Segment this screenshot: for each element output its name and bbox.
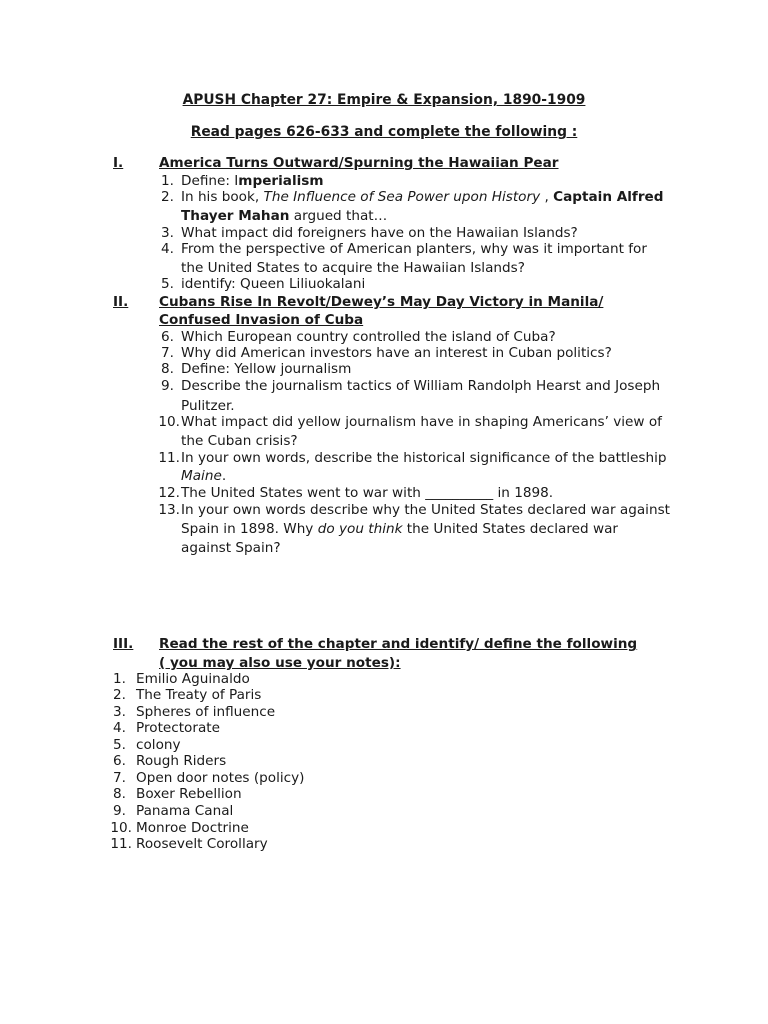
section-2-title-line2: Confused Invasion of Cuba [159,312,364,328]
item-number: 5. [113,737,126,753]
section-2-title-line1: Cubans Rise In Revolt/Dewey’s May Day Victory in Manila/ [159,294,604,310]
section-1-label: I. [113,155,124,171]
list-item: Protectorate [136,720,220,736]
list-item-continuation: the United States to acquire the Hawaiian Islands? [181,260,525,276]
list-item-continuation: against Spain? [181,540,281,556]
list-item: In your own words describe why the United States declared war against [181,502,670,518]
section-1-title: America Turns Outward/Spurning the Hawaiian Pear [159,155,559,171]
list-item-continuation: Pulitzer. [181,398,235,414]
list-item: The United States went to war with __________ in 1898. [181,485,554,501]
item-number: 2. [161,189,174,205]
list-item-continuation: Maine. [181,468,227,484]
list-item: In his book, The Influence of Sea Power upon History , Captain Alfred [181,189,664,205]
item-number: 3. [113,704,126,720]
item-number: 9. [113,803,126,819]
item-number: 9. [161,378,174,394]
list-item: In your own words, describe the historical significance of the battleship [181,450,667,466]
item-number: 4. [113,720,126,736]
list-item: Roosevelt Corollary [136,836,268,852]
section-3-label: III. [113,636,134,652]
section-3-title-line2: ( you may also use your notes): [159,655,401,671]
section-3-title-line1: Read the rest of the chapter and identify/ define the following [159,636,638,652]
page-title: APUSH Chapter 27: Empire & Expansion, 1890-1909 [182,92,586,108]
item-number: 10. [158,414,180,430]
list-item: identify: Queen Liliuokalani [181,276,366,292]
item-number: 7. [113,770,126,786]
list-item: Open door notes (policy) [136,770,305,786]
list-item: The Treaty of Paris [136,687,262,703]
list-item: Define: Yellow journalism [181,361,352,377]
list-item: Spheres of influence [136,704,276,720]
item-number: 12. [158,485,180,501]
item-number: 3. [161,225,174,241]
instructions: Read pages 626-633 and complete the following : [190,124,578,140]
item-number: 8. [161,361,174,377]
list-item-continuation: the Cuban crisis? [181,433,298,449]
list-item: colony [136,737,181,753]
list-item-continuation: Spain in 1898. Why do you think the United States declared war [181,521,619,537]
list-item: Which European country controlled the island of Cuba? [181,329,556,345]
list-item: Describe the journalism tactics of William Randolph Hearst and Joseph [181,378,661,394]
item-number: 1. [113,671,126,687]
list-item: Emilio Aguinaldo [136,671,250,687]
list-item: Panama Canal [136,803,234,819]
item-number: 13. [158,502,180,518]
list-item: Why did American investors have an interest in Cuban politics? [181,345,612,361]
list-item: Boxer Rebellion [136,786,242,802]
list-item-continuation: Thayer Mahan argued that… [181,208,388,224]
item-number: 10. [110,820,132,836]
list-item: What impact did foreigners have on the Hawaiian Islands? [181,225,578,241]
item-number: 6. [113,753,126,769]
item-number: 4. [161,241,174,257]
item-number: 5. [161,276,174,292]
list-item: Rough Riders [136,753,227,769]
item-number: 6. [161,329,174,345]
list-item: What impact did yellow journalism have in shaping Americans’ view of [181,414,662,430]
item-number: 11. [158,450,180,466]
item-number: 8. [113,786,126,802]
item-number: 11. [110,836,132,852]
item-number: 1. [161,173,174,189]
item-number: 7. [161,345,174,361]
list-item: From the perspective of American planters, why was it important for [181,241,647,257]
section-2-label: II. [113,294,129,310]
list-item: Monroe Doctrine [136,820,249,836]
item-number: 2. [113,687,126,703]
list-item: Define: Imperialism [181,173,324,189]
